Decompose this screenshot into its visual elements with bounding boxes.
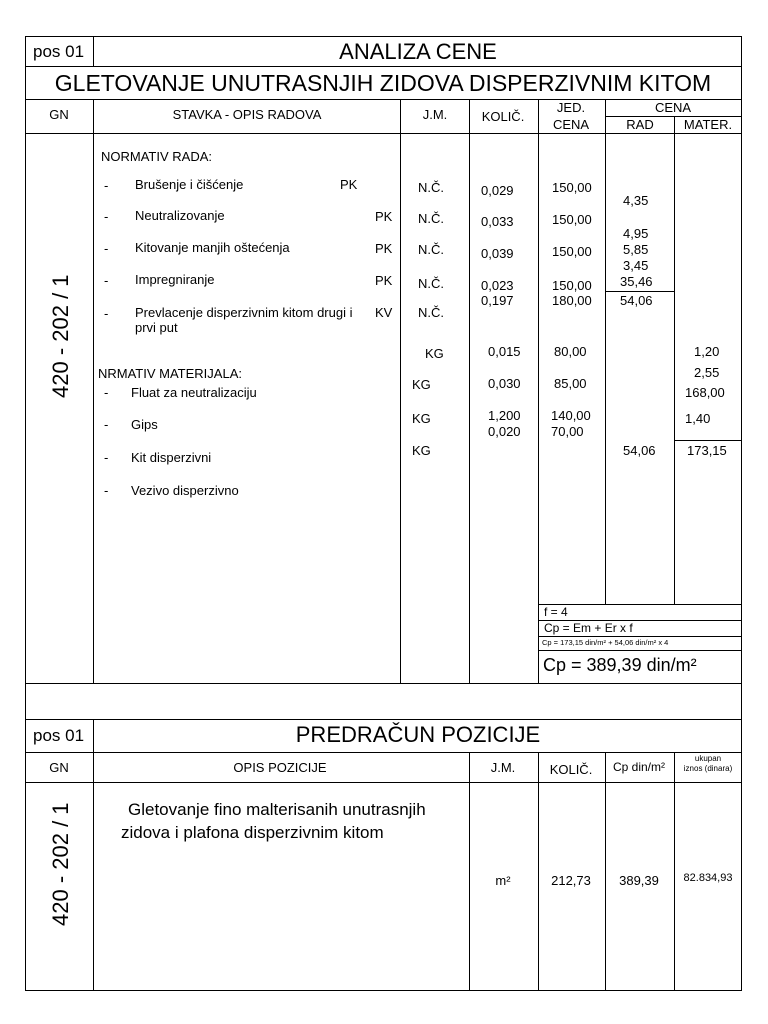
divider bbox=[25, 683, 26, 719]
jm-cell: N.Č. bbox=[418, 276, 444, 291]
divider bbox=[469, 99, 470, 683]
jm-cell: KG bbox=[412, 443, 431, 458]
header-stavka: STAVKA - OPIS RADOVA bbox=[172, 107, 322, 122]
formula: Cp = Em + Er x f bbox=[544, 621, 633, 635]
divider bbox=[25, 66, 742, 67]
formula-detail: Cp = 173,15 din/m² + 54,06 din/m² x 4 bbox=[542, 638, 669, 647]
header-kolic: KOLIČ. bbox=[549, 762, 593, 777]
section-label: NORMATIV RADA: bbox=[101, 149, 212, 164]
divider bbox=[25, 719, 26, 991]
position-label: pos 01 bbox=[33, 726, 85, 745]
unit-price-cell: 180,00 bbox=[552, 293, 592, 308]
jm-cell: KG bbox=[425, 346, 444, 361]
page-title: ANALIZA CENE bbox=[339, 39, 497, 64]
header-jed: JED. bbox=[556, 100, 586, 115]
divider bbox=[605, 99, 606, 604]
divider bbox=[25, 36, 742, 37]
unit-price-cell: 150,00 bbox=[552, 244, 592, 259]
position-description: zidova i plafona disperzivnim kitom bbox=[121, 823, 384, 842]
divider bbox=[538, 604, 742, 605]
unit-cell: m² bbox=[495, 873, 511, 888]
divider bbox=[605, 291, 674, 292]
material-cost-cell: 168,00 bbox=[685, 385, 725, 400]
material-total: 173,15 bbox=[687, 443, 727, 458]
divider bbox=[538, 752, 539, 990]
factor-label: f = 4 bbox=[544, 605, 568, 619]
unit-price-cell: 150,00 bbox=[552, 180, 592, 195]
divider bbox=[25, 782, 742, 783]
jm-cell: N.Č. bbox=[418, 180, 444, 195]
divider bbox=[605, 752, 606, 990]
jm-cell: N.Č. bbox=[418, 242, 444, 257]
divider bbox=[538, 636, 742, 637]
labor-total: 54,06 bbox=[623, 443, 656, 458]
header-iznos: iznos (dinara) bbox=[683, 764, 733, 773]
divider bbox=[400, 99, 401, 683]
material-cost-cell: 2,55 bbox=[694, 365, 720, 380]
qty-cell: 0,033 bbox=[481, 214, 514, 229]
header-rad: RAD bbox=[626, 117, 654, 132]
divider bbox=[25, 719, 742, 720]
material-cost-cell: 1,20 bbox=[694, 344, 720, 359]
divider bbox=[741, 719, 742, 991]
divider bbox=[469, 752, 470, 990]
header-gn: GN bbox=[49, 760, 69, 775]
divider bbox=[538, 99, 539, 683]
header-mater: MATER. bbox=[683, 117, 733, 132]
gn-code: 420 - 202 / 1 bbox=[48, 274, 73, 398]
header-ukupan: ukupan bbox=[694, 754, 722, 763]
header-cp: Cp din/m² bbox=[612, 760, 666, 774]
unit-price-cell: 150,00 bbox=[552, 212, 592, 227]
labor-cost-cell: 5,85 bbox=[623, 242, 649, 257]
unit-price-cell: 80,00 bbox=[554, 344, 587, 359]
jm-cell: KG bbox=[412, 377, 431, 392]
cp-result: Cp = 389,39 din/m² bbox=[543, 655, 697, 675]
divider bbox=[674, 116, 675, 604]
labor-cost-cell: 3,45 bbox=[623, 258, 649, 273]
qty-cell: 0,030 bbox=[488, 376, 521, 391]
labor-cost-cell: 54,06 bbox=[620, 293, 653, 308]
divider bbox=[93, 99, 94, 683]
divider bbox=[93, 36, 94, 66]
unit-price-cell: 85,00 bbox=[554, 376, 587, 391]
divider bbox=[25, 752, 742, 753]
gn-code: 420 - 202 / 1 bbox=[48, 802, 73, 926]
material-cost-cell: 1,40 bbox=[685, 411, 711, 426]
section-title: PREDRAČUN POZICIJE bbox=[295, 722, 541, 747]
labor-cost-cell: 35,46 bbox=[620, 274, 653, 289]
unit-price-cell: 140,00 bbox=[551, 408, 591, 423]
qty-cell: 0,029 bbox=[481, 183, 514, 198]
divider bbox=[25, 133, 742, 134]
divider bbox=[741, 683, 742, 719]
qty-cell: 0,015 bbox=[488, 344, 521, 359]
header-jm: J.M. bbox=[490, 760, 516, 775]
divider bbox=[25, 990, 742, 991]
qty-cell: 0,197 bbox=[481, 293, 514, 308]
jm-cell: N.Č. bbox=[418, 305, 444, 320]
header-jm: J.M. bbox=[422, 107, 448, 122]
unit-price-cell: 70,00 bbox=[551, 424, 584, 439]
qty-cell: 0,020 bbox=[488, 424, 521, 439]
header-cena: CENA bbox=[654, 100, 692, 115]
divider bbox=[674, 752, 675, 990]
section-label: NRMATIV MATERIJALA: bbox=[98, 366, 242, 381]
divider bbox=[538, 650, 742, 651]
page-subtitle: GLETOVANJE UNUTRASNJIH ZIDOVA DISPERZIVNIM KITOM bbox=[54, 70, 712, 96]
jm-cell: N.Č. bbox=[418, 211, 444, 226]
total-cell: 82.834,93 bbox=[683, 872, 733, 884]
labor-cost-cell: 4,35 bbox=[623, 193, 649, 208]
qty-cell: 212,73 bbox=[551, 873, 591, 888]
qty-cell: 0,023 bbox=[481, 278, 514, 293]
header-kolic: KOLIČ. bbox=[481, 109, 525, 124]
unit-price-cell: 150,00 bbox=[552, 278, 592, 293]
qty-cell: 0,039 bbox=[481, 246, 514, 261]
qty-cell: 1,200 bbox=[488, 408, 521, 423]
position-description: Gletovanje fino malterisanih unutrasnjih bbox=[128, 800, 426, 819]
divider bbox=[25, 99, 742, 100]
cp-cell: 389,39 bbox=[619, 873, 659, 888]
labor-cost-cell: 4,95 bbox=[623, 226, 649, 241]
header-cena-unit: CENA bbox=[552, 117, 590, 132]
header-opis: OPIS POZICIJE bbox=[233, 760, 327, 775]
divider bbox=[25, 683, 742, 684]
header-gn: GN bbox=[49, 107, 69, 122]
divider bbox=[674, 440, 742, 441]
position-label: pos 01 bbox=[33, 42, 85, 61]
jm-cell: KG bbox=[412, 411, 431, 426]
divider bbox=[93, 719, 94, 990]
